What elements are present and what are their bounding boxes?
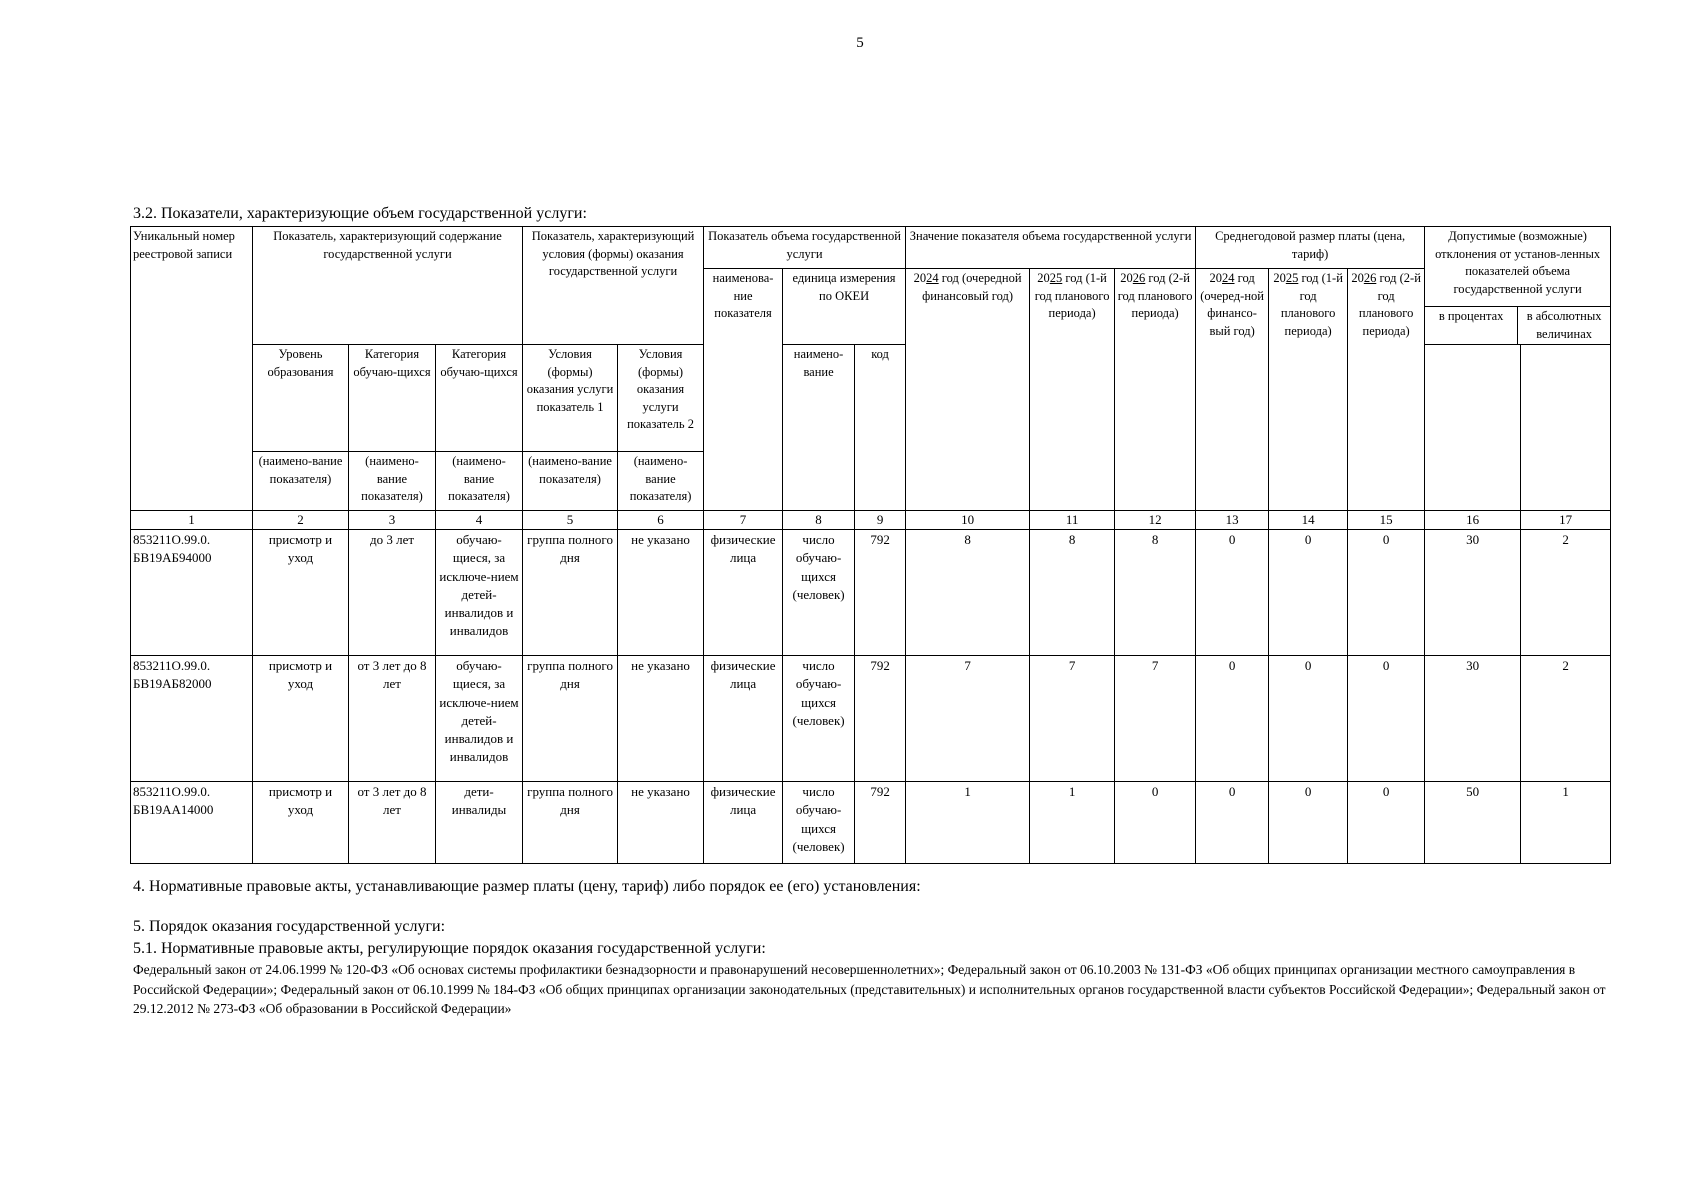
column-number: 1 [131,511,253,530]
table-row [131,656,1611,782]
header-indicator-name-5: (наимено-вание показателя) [523,452,618,511]
value-year-1-cell: 1 [906,782,1030,864]
column-number: 5 [523,511,618,530]
deviation-absolute-cell: 2 [1521,656,1611,782]
condition-1-cell: группа полного дня [523,530,618,656]
column-number: 4 [436,511,523,530]
header-unit-code: код [855,345,906,511]
registry-number-cell: 853211О.99.0. БВ19АА14000 [131,782,253,864]
value-year-2-cell: 1 [1030,782,1115,864]
category-2-cell: дети-инвалиды [436,782,523,864]
category-1-cell: до 3 лет [349,530,436,656]
column-number: 14 [1269,511,1348,530]
header-category-1: Категория обучаю-щихся [349,345,436,452]
value-year-1-cell: 8 [906,530,1030,656]
value-year-3-cell: 8 [1115,530,1196,656]
table-row [131,530,1611,656]
value-year-2-cell: 8 [1030,530,1115,656]
education-level-cell: присмотр и уход [253,782,349,864]
header-indicator-name-6: (наимено-вание показателя) [618,452,704,511]
column-number: 16 [1425,511,1521,530]
fee-year-3-cell: 0 [1348,656,1425,782]
header-deviation-label: Допустимые (возможные) отклонения от установ-ленных показателей объема государственной услуги [1435,229,1601,296]
fee-year-2-cell: 0 [1269,656,1348,782]
column-numbers-row [131,511,1611,530]
condition-2-cell: не указано [618,656,704,782]
header-deviation [1425,227,1611,345]
column-number: 6 [618,511,704,530]
section-4-heading: 4. Нормативные правовые акты, устанавливающие размер платы (цену, тариф) либо порядок ее (его) установления: [133,878,921,895]
header-unit-name: наимено-вание [783,345,855,511]
header-indicator-name-4: (наимено-вание показателя) [436,452,523,511]
section-5-heading: 5. Порядок оказания государственной услуги: [133,918,446,935]
header-volume-indicator: Показатель объема государственной услуги [704,227,906,269]
category-1-cell: от 3 лет до 8 лет [349,782,436,864]
column-number: 13 [1196,511,1269,530]
value-year-1-cell: 7 [906,656,1030,782]
category-2-cell: обучаю-щиеся, за исключе-нием детей-инвалидов и инвалидов [436,656,523,782]
value-year-3-cell: 0 [1115,782,1196,864]
header-fee-year-1: 2024 год (очеред-ной финансо-вый год) [1196,269,1269,511]
fee-year-1-cell: 0 [1196,782,1269,864]
column-number: 17 [1521,511,1611,530]
column-number: 7 [704,511,783,530]
header-value-year-1: 2024 год (очередной финансовый год) [906,269,1030,511]
column-number: 8 [783,511,855,530]
registry-number-cell: 853211О.99.0. БВ19АБ82000 [131,656,253,782]
header-education-level: Уровень образования [253,345,349,452]
unit-name-cell: число обучаю-щихся (человек) [783,782,855,864]
fee-year-2-cell: 0 [1269,530,1348,656]
column-number: 10 [906,511,1030,530]
condition-2-cell: не указано [618,530,704,656]
header-fee-year-3: 2026 год (2-й год планового периода) [1348,269,1425,511]
header-row-1 [131,227,1611,269]
deviation-percent-cell: 30 [1425,530,1521,656]
header-deviation-percent: в процентах [1425,307,1518,345]
header-category-2: Категория обучаю-щихся [436,345,523,452]
unit-code-cell: 792 [855,530,906,656]
deviation-absolute-cell: 1 [1521,782,1611,864]
section-5-1-heading: 5.1. Нормативные правовые акты, регулирующие порядок оказания государственной услуги: [133,940,766,957]
section-5-1-body: Федеральный закон от 24.06.1999 № 120-ФЗ «Об основах системы профилактики безнадзорности и правонарушений несовершеннолетних»; Федеральный закон от 06.10.2003 № 131-ФЗ «Об общих принципах организации местного самоуправления в Российской Федерации»; Федеральный закон от 06.10.1999 № 184-ФЗ «Об общих принципах организации законодательных (представительных) и исполнительных органов государственной власти субъектов Российской Федерации»; Федеральный закон от 29.12.2012 № 273-ФЗ «Об образовании в Российской Федерации» [133,962,1606,1017]
volume-indicators-table-wrap [130,226,1605,864]
volume-indicators-table [130,226,1611,864]
header-average-fee: Среднегодовой размер платы (цена, тариф) [1196,227,1425,269]
column-number: 2 [253,511,349,530]
header-condition-2: Условия (формы) оказания услуги показатель 2 [618,345,704,452]
header-fee-year-2: 2025 год (1-й год планового периода) [1269,269,1348,511]
header-unique-number: Уникальный номер реестровой записи [131,227,253,511]
header-indicator-name-3: (наимено-вание показателя) [349,452,436,511]
column-number: 15 [1348,511,1425,530]
page-number: 5 [856,35,864,51]
unit-code-cell: 792 [855,782,906,864]
fee-year-1-cell: 0 [1196,530,1269,656]
header-conditions-indicator: Показатель, характеризующий условия (формы) оказания государственной услуги [523,227,704,345]
header-value-year-2: 2025 год (1-й год планового периода) [1030,269,1115,511]
header-indicator-name-2: (наимено-вание показателя) [253,452,349,511]
volume-name-cell: физические лица [704,782,783,864]
header-deviation-absolute-body [1521,345,1611,511]
header-deviation-percent-body [1425,345,1521,511]
header-unit: единица измерения по ОКЕИ [783,269,906,345]
unit-code-cell: 792 [855,656,906,782]
fee-year-3-cell: 0 [1348,782,1425,864]
value-year-3-cell: 7 [1115,656,1196,782]
deviation-percent-cell: 30 [1425,656,1521,782]
condition-2-cell: не указано [618,782,704,864]
registry-number-cell: 853211О.99.0. БВ19АБ94000 [131,530,253,656]
education-level-cell: присмотр и уход [253,530,349,656]
unit-name-cell: число обучаю-щихся (человек) [783,656,855,782]
education-level-cell: присмотр и уход [253,656,349,782]
category-2-cell: обучаю-щиеся, за исключе-нием детей-инвалидов и инвалидов [436,530,523,656]
fee-year-2-cell: 0 [1269,782,1348,864]
column-number: 3 [349,511,436,530]
header-content-indicator: Показатель, характеризующий содержание государственной услуги [253,227,523,345]
deviation-subheader [1425,306,1610,344]
header-volume-value: Значение показателя объема государственной услуги [906,227,1196,269]
value-year-2-cell: 7 [1030,656,1115,782]
fee-year-3-cell: 0 [1348,530,1425,656]
section-title: 3.2. Показатели, характеризующие объем государственной услуги: [133,205,587,222]
column-number: 11 [1030,511,1115,530]
unit-name-cell: число обучаю-щихся (человек) [783,530,855,656]
volume-name-cell: физические лица [704,656,783,782]
condition-1-cell: группа полного дня [523,656,618,782]
header-value-year-3: 2026 год (2-й год планового периода) [1115,269,1196,511]
category-1-cell: от 3 лет до 8 лет [349,656,436,782]
fee-year-1-cell: 0 [1196,656,1269,782]
deviation-percent-cell: 50 [1425,782,1521,864]
volume-name-cell: физические лица [704,530,783,656]
header-volume-name: наименова-ние показателя [704,269,783,511]
deviation-absolute-cell: 2 [1521,530,1611,656]
table-row [131,782,1611,864]
header-condition-1: Условия (формы) оказания услуги показатель 1 [523,345,618,452]
condition-1-cell: группа полного дня [523,782,618,864]
header-deviation-absolute: в абсолютных величинах [1518,307,1611,345]
column-number: 12 [1115,511,1196,530]
column-number: 9 [855,511,906,530]
